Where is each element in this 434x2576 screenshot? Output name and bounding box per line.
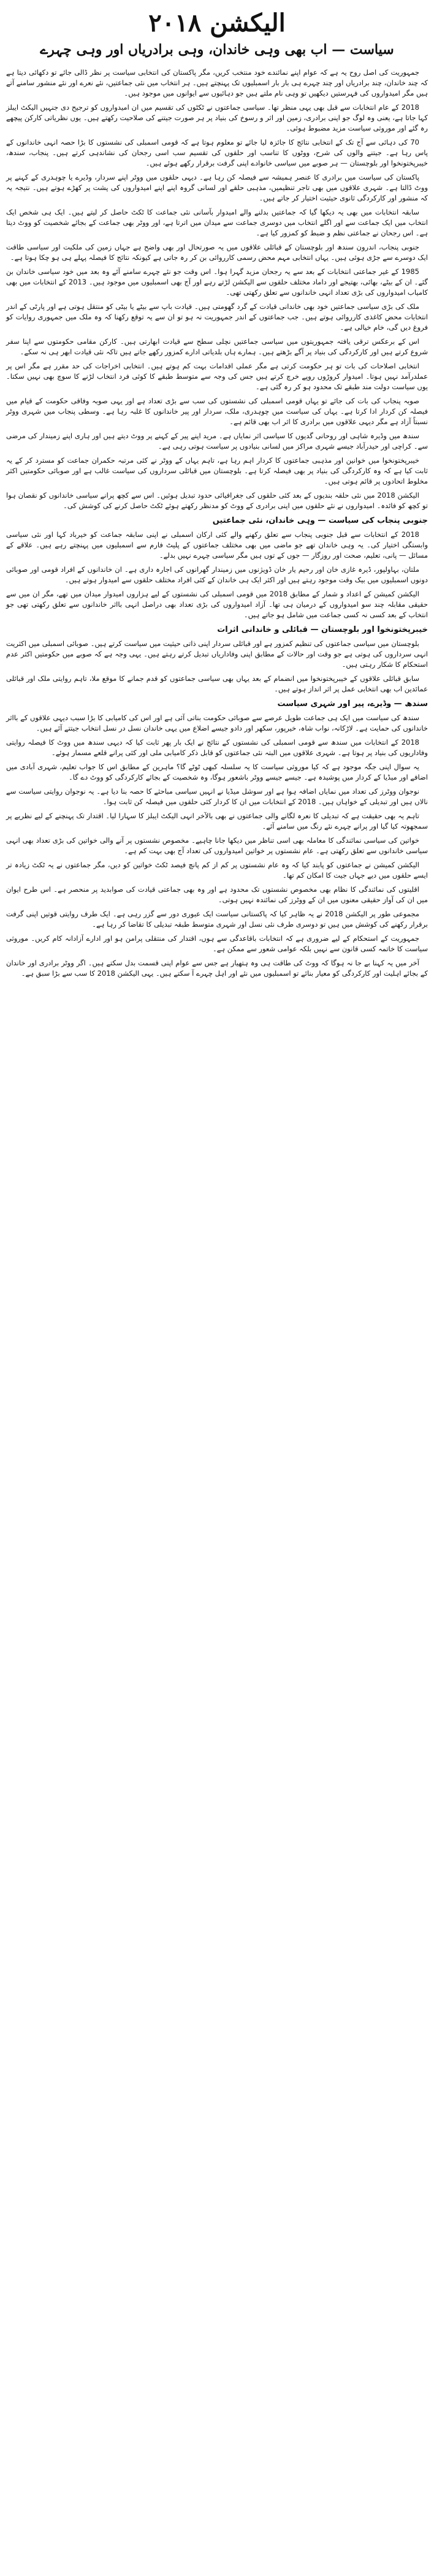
article-paragraph: آخر میں یہ کہنا بے جا نہ ہوگا کہ ووٹ کی طاقت ہی وہ ہتھیار ہے جس سے عوام اپنی قسمت بدل سکتے ہیں۔ اگر ووٹر برادری اور خاندان کے بجائے اہلیت اور کارکردگی کو معیار بنائے تو اسمبلیوں میں نئے اور اہل چہرے آ سکتے ہیں۔ یہی الیکشن 2018 کا سب سے بڑا سبق ہے۔	[6, 959, 428, 978]
article-subtitle: سیاست — اب بھی وہی خاندان، وہی برادریاں اور وہی چہرے	[40, 42, 394, 58]
article-paragraph: جمہوریت کی اصل روح یہ ہے کہ عوام اپنے نمائندے خود منتخب کریں، مگر پاکستان کی انتخابی سیاست پر نظر ڈالی جائے تو دکھائی دیتا ہے کہ چند خاندان، چند برادریاں اور چند چہرے ہی بار بار اسمبلیوں تک پہنچتے ہیں۔ ہر انتخاب میں نئی جماعتیں، نئے نعرے اور نئے منشور سامنے آتے ہیں مگر امیدواروں کی فہرستیں دیکھیں تو وہی نام ملتے ہیں جو دہائیوں سے ایوانوں میں موجود ہیں۔	[6, 68, 428, 97]
article-paragraph: سابق قبائلی علاقوں کے خیبرپختونخوا میں انضمام کے بعد یہاں بھی سیاسی جماعتوں کو قدم جمانے کا موقع ملا، تاہم روایتی ملک اور قبائلی عمائدین اب بھی انتخابی عمل پر اثر انداز ہوتے ہیں۔	[6, 674, 428, 693]
article-paragraph: 2018 کے انتخابات میں سندھ سے قومی اسمبلی کی نشستوں کے نتائج نے ایک بار پھر ثابت کیا کہ دیہی سندھ میں ووٹ کا فیصلہ روایتی وفاداریوں کی بنیاد پر ہوتا ہے۔ شہری علاقوں میں البتہ نئی جماعتوں کو قابل ذکر کامیابی ملی اور کئی پرانے قلعے مسمار ہوئے۔	[6, 738, 428, 757]
article-paragraph: سابقہ انتخابات میں بھی یہ دیکھا گیا کہ جماعتیں بدلنے والے امیدوار بآسانی نئی جماعت کا ٹکٹ حاصل کر لیتے ہیں۔ ایک ہی شخص ایک انتخاب میں ایک جماعت سے اور اگلے انتخاب میں دوسری جماعت سے میدان میں اترتا ہے، اور ووٹر بھی جماعت کے بجائے شخصیت کو ووٹ دیتا ہے۔ اس رجحان نے جماعتی نظم و ضبط کو کمزور کیا ہے۔	[6, 208, 428, 237]
article-paragraph: نوجوان ووٹرز کی تعداد میں نمایاں اضافہ ہوا ہے اور سوشل میڈیا نے انہیں سیاسی مباحثے کا حصہ بنا دیا ہے۔ یہ نوجوان روایتی سیاست سے نالاں ہیں اور تبدیلی کے خواہاں ہیں۔ 2018 کے انتخابات میں ان کا کردار کئی حلقوں میں فیصلہ کن ثابت ہوا۔	[6, 787, 428, 806]
article-paragraph: 70 کی دہائی سے آج تک کے انتخابی نتائج کا جائزہ لیا جائے تو معلوم ہوتا ہے کہ قومی اسمبلی کی نشستوں کا بڑا حصہ انہی خاندانوں کے پاس رہا ہے۔ جیتنے والوں کی شرح، ووٹوں کا تناسب اور حلقوں کی تقسیم سب اسی رجحان کی نشاندہی کرتے ہیں۔ پنجاب، سندھ، خیبرپختونخوا اور بلوچستان — ہر صوبے میں سیاسی خانوادے اپنی گرفت برقرار رکھے ہوئے ہیں۔	[6, 138, 428, 167]
article-paragraph: الیکشن کمیشن نے جماعتوں کو پابند کیا کہ وہ عام نشستوں پر کم از کم پانچ فیصد ٹکٹ خواتین کو دیں، مگر جماعتوں نے یہ ٹکٹ زیادہ تر ایسے حلقوں میں دیے جہاں جیت کا امکان کم تھا۔	[6, 861, 428, 880]
article-paragraph: 1985 کے غیر جماعتی انتخابات کے بعد سے یہ رجحان مزید گہرا ہوا۔ اس وقت جو نئے چہرے سامنے آئے وہ بعد میں خود سیاسی خاندان بن گئے۔ ان کے بیٹے، بھائی، بھتیجے اور داماد مختلف حلقوں سے الیکشن لڑتے رہے اور آج بھی اسمبلیوں میں موجود ہیں۔ 2013 کے انتخابات میں بھی کامیاب امیدواروں کی بڑی تعداد انہی خاندانوں سے تعلق رکھتی تھی۔	[6, 267, 428, 297]
article-paragraph: خواتین کی سیاسی نمائندگی کا معاملہ بھی اسی تناظر میں دیکھا جانا چاہیے۔ مخصوص نشستوں پر آنے والی خواتین کی بڑی تعداد بھی انہی سیاسی خاندانوں سے تعلق رکھتی ہے۔ عام نشستوں پر خواتین امیدواروں کی تعداد آج بھی بہت کم ہے۔	[6, 836, 428, 855]
section-heading: سندھ — وڈیرے، پیر اور شہری سیاست	[277, 699, 428, 709]
article-paragraph: صوبہ پنجاب کی بات کی جائے تو یہاں قومی اسمبلی کی نشستوں کی سب سے بڑی تعداد ہے اور یہی صوبہ وفاقی حکومت کے قیام میں فیصلہ کن کردار ادا کرتا ہے۔ یہاں کی سیاست میں چوہدری، ملک، سردار اور پیر خاندانوں کا غلبہ رہا ہے۔ وسطی پنجاب میں شہری ووٹر نسبتاً آزاد ہے مگر دیہی علاقوں میں برادری کا اثر اب بھی قائم ہے۔	[6, 397, 428, 426]
article-paragraph: جنوبی پنجاب، اندرون سندھ اور بلوچستان کے قبائلی علاقوں میں یہ صورتحال اور بھی واضح ہے جہاں زمین کی ملکیت اور سیاسی طاقت ایک دوسرے سے جڑی ہوئی ہیں۔ یہاں انتخابی مہم محض رسمی کارروائی بن کر رہ جاتی ہے کیونکہ نتائج کا فیصلہ پہلے ہی ہو چکا ہوتا ہے۔	[6, 243, 428, 262]
article-paragraph: 2018 کے انتخابات سے قبل جنوبی پنجاب سے تعلق رکھنے والے کئی ارکان اسمبلی نے اپنی سابقہ جماعت کو خیرباد کہا اور نئی سیاسی وابستگی اختیار کی۔ یہ وہی خاندان تھے جو ماضی میں بھی مختلف جماعتوں کے پلیٹ فارم سے اسمبلیوں میں پہنچتے رہے ہیں۔ علاقے کے مسائل — پانی، تعلیم، صحت اور روزگار — جوں کے توں ہیں مگر سیاسی چہرے نہیں بدلے۔	[6, 530, 428, 560]
article-paragraph: ملتان، بہاولپور، ڈیرہ غازی خان اور رحیم یار خان ڈویژنوں میں زمیندار گھرانوں کی اجارہ داری ہے۔ ان خاندانوں کے افراد قومی اور صوبائی دونوں اسمبلیوں میں بیک وقت موجود رہتے ہیں اور اکثر ایک ہی خاندان کے کئی افراد مختلف حلقوں سے امیدوار ہوتے ہیں۔	[6, 565, 428, 584]
section-heading: جنوبی پنجاب کی سیاست — وہی خاندان، نئی جماعتیں	[212, 516, 428, 525]
article-paragraph: سندھ میں وڈیرہ شاہی اور روحانی گدیوں کا سیاسی اثر نمایاں ہے۔ مرید اپنے پیر کے کہنے پر ووٹ دیتے ہیں اور ہاری اپنے زمیندار کی مرضی سے۔ کراچی اور حیدرآباد جیسے شہری مراکز میں لسانی بنیادوں پر سیاست ہوتی رہی ہے۔	[6, 431, 428, 450]
article-paragraph: 2018 کے عام انتخابات سے قبل بھی یہی منظر تھا۔ سیاسی جماعتوں نے ٹکٹوں کی تقسیم میں ان امیدواروں کو ترجیح دی جنہیں الیکٹ ایبلز کہا جاتا ہے، یعنی وہ لوگ جو اپنی برادری، زمین اور اثر و رسوخ کی بنیاد پر ہر صورت جیتنے کی صلاحیت رکھتے ہیں۔ یوں نظریاتی کارکن پیچھے رہ گئے اور موروثی سیاست مزید مضبوط ہوئی۔	[6, 103, 428, 132]
section-heading: خیبرپختونخوا اور بلوچستان — قبائلی و خاندانی اثرات	[217, 625, 428, 634]
article-paragraph: اس کے برعکس ترقی یافتہ جمہوریتوں میں سیاسی جماعتیں نچلی سطح سے قیادت ابھارتی ہیں۔ کارکن مقامی حکومتوں سے اپنا سفر شروع کرتے ہیں اور کارکردگی کی بنیاد پر آگے بڑھتے ہیں۔ ہمارے ہاں بلدیاتی ادارے کمزور رکھے جاتے ہیں تاکہ نئی قیادت ابھر ہی نہ سکے۔	[6, 337, 428, 356]
article-paragraph: ملک کی بڑی سیاسی جماعتیں خود بھی خاندانی قیادت کے گرد گھومتی ہیں۔ قیادت باپ سے بیٹے یا بیٹی کو منتقل ہوتی ہے اور پارٹی کے اندر انتخابات محض کاغذی کارروائی ہوتے ہیں۔ جب جماعتوں کے اندر جمہوریت نہ ہو تو ان سے یہ توقع رکھنا کہ وہ ملک میں جمہوری روایات کو فروغ دیں گی، خام خیالی ہے۔	[6, 302, 428, 332]
article-paragraph: الیکشن کمیشن کے اعداد و شمار کے مطابق 2018 میں قومی اسمبلی کی نشستوں کے لیے ہزاروں امیدوار میدان میں تھے، مگر ان میں سے حقیقی مقابلہ چند سو امیدواروں کے درمیان ہی تھا۔ آزاد امیدواروں کی بڑی تعداد بھی دراصل انہی بااثر خاندانوں سے تعلق رکھتی تھی جو انتخاب کے بعد کسی نہ کسی جماعت میں شامل ہو جاتے ہیں۔	[6, 590, 428, 619]
article-paragraph: خیبرپختونخوا میں خوانین اور مذہبی جماعتوں کا کردار اہم رہا ہے، تاہم یہاں کے ووٹر نے کئی مرتبہ حکمران جماعت کو مسترد کر کے یہ ثابت کیا ہے کہ وہ کارکردگی کی بنیاد پر بھی فیصلہ کرتا ہے۔ بلوچستان میں قبائلی سرداروں کی سیاست غالب ہے اور صوبائی حکومتیں اکثر مخلوط اتحادوں پر قائم ہوتی ہیں۔	[6, 456, 428, 485]
article-paragraph: اقلیتوں کی نمائندگی کا نظام بھی مخصوص نشستوں تک محدود ہے اور وہ بھی جماعتی قیادت کی صوابدید پر منحصر ہے۔ اس طرح ایوان میں ان کی آواز حقیقی معنوں میں ان کے ووٹرز کی نمائندہ نہیں ہوتی۔	[6, 885, 428, 904]
article-paragraph: الیکشن 2018 میں نئی حلقہ بندیوں کے بعد کئی حلقوں کی جغرافیائی حدود تبدیل ہوئیں۔ اس سے کچھ پرانے سیاسی خاندانوں کو نقصان ہوا تو کچھ کو فائدہ۔ امیدواروں نے نئے حلقوں میں اپنی برادری کے ووٹ کو مدنظر رکھتے ہوئے ٹکٹ حاصل کرنے کی کوشش کی۔	[6, 491, 428, 510]
article-body	[6, 67, 428, 979]
article-header	[6, 9, 428, 59]
article-title: الیکشن ۲۰۱۸	[148, 9, 286, 37]
article-paragraph: بلوچستان میں سیاسی جماعتوں کی تنظیم کمزور ہے اور قبائلی سردار اپنی ذاتی حیثیت میں سیاست کرتے ہیں۔ صوبائی اسمبلی میں اکثریت انہی سرداروں کی ہوتی ہے جو وقت اور حالات کے مطابق اپنی وفاداریاں تبدیل کرتے رہتے ہیں۔ یہی وجہ ہے کہ صوبے میں حکومتیں اکثر عدم استحکام کا شکار رہتی ہیں۔	[6, 639, 428, 669]
article-paragraph: سندھ کی سیاست میں ایک ہی جماعت طویل عرصے سے صوبائی حکومت بناتی آئی ہے اور اس کی کامیابی کا بڑا سبب دیہی علاقوں کے بااثر خاندانوں کی حمایت ہے۔ لاڑکانہ، نواب شاہ، خیرپور، سکھر اور دادو جیسے اضلاع میں یہی خاندان نسل در نسل انتخاب جیتتے آئے ہیں۔	[6, 713, 428, 732]
article-paragraph: یہ سوال اپنی جگہ موجود ہے کہ کیا موروثی سیاست کا یہ سلسلہ کبھی ٹوٹے گا؟ ماہرین کے مطابق اس کا جواب تعلیم، شہری آبادی میں اضافے اور میڈیا کے کردار میں پوشیدہ ہے۔ جیسے جیسے ووٹر باشعور ہوگا، وہ شخصیت کے بجائے کارکردگی کو ووٹ دے گا۔	[6, 762, 428, 781]
article-paragraph: انتخابی اصلاحات کی بات تو ہر حکومت کرتی ہے مگر عملی اقدامات بہت کم ہوتے ہیں۔ انتخابی اخراجات کی حد مقرر ہے مگر اس پر عملدرآمد نہیں ہوتا۔ امیدوار کروڑوں روپے خرچ کرتے ہیں جس کی وجہ سے متوسط طبقے کا کوئی فرد انتخاب لڑنے کا سوچ بھی نہیں سکتا۔ یوں سیاست دولت مند طبقے تک محدود ہو کر رہ گئی ہے۔	[6, 362, 428, 391]
article-paragraph: جمہوریت کے استحکام کے لیے ضروری ہے کہ انتخابات باقاعدگی سے ہوں، اقتدار کی منتقلی پرامن ہو اور ادارے آزادانہ کام کریں۔ موروثی سیاست کا خاتمہ کسی قانون سے نہیں بلکہ عوامی شعور سے ممکن ہے۔	[6, 934, 428, 953]
article-paragraph: تاہم یہ بھی حقیقت ہے کہ تبدیلی کا نعرہ لگانے والی جماعتوں نے بھی بالآخر انہی الیکٹ ایبلز کا سہارا لیا۔ اقتدار تک پہنچنے کے لیے نظریے پر سمجھوتہ کیا گیا اور پرانے چہرے نئے رنگ میں سامنے آئے۔	[6, 811, 428, 830]
article-paragraph: پاکستان کی سیاست میں برادری کا عنصر ہمیشہ سے فیصلہ کن رہا ہے۔ دیہی حلقوں میں ووٹر اپنے سردار، وڈیرے یا چوہدری کے کہنے پر ووٹ ڈالتا ہے۔ شہری علاقوں میں بھی تاجر تنظیمیں، مذہبی حلقے اور لسانی گروہ اپنے اپنے امیدواروں کی پشت پر کھڑے ہوتے ہیں۔ نتیجہ یہ کہ منشور اور کارکردگی ثانوی حیثیت اختیار کر جاتے ہیں۔	[6, 173, 428, 202]
article-paragraph: مجموعی طور پر الیکشن 2018 نے یہ ظاہر کیا کہ پاکستانی سیاست ایک عبوری دور سے گزر رہی ہے۔ ایک طرف روایتی قوتیں اپنی گرفت برقرار رکھنے کی کوشش میں ہیں تو دوسری طرف نئی نسل اور شہری متوسط طبقہ تبدیلی کا تقاضا کر رہا ہے۔	[6, 910, 428, 929]
